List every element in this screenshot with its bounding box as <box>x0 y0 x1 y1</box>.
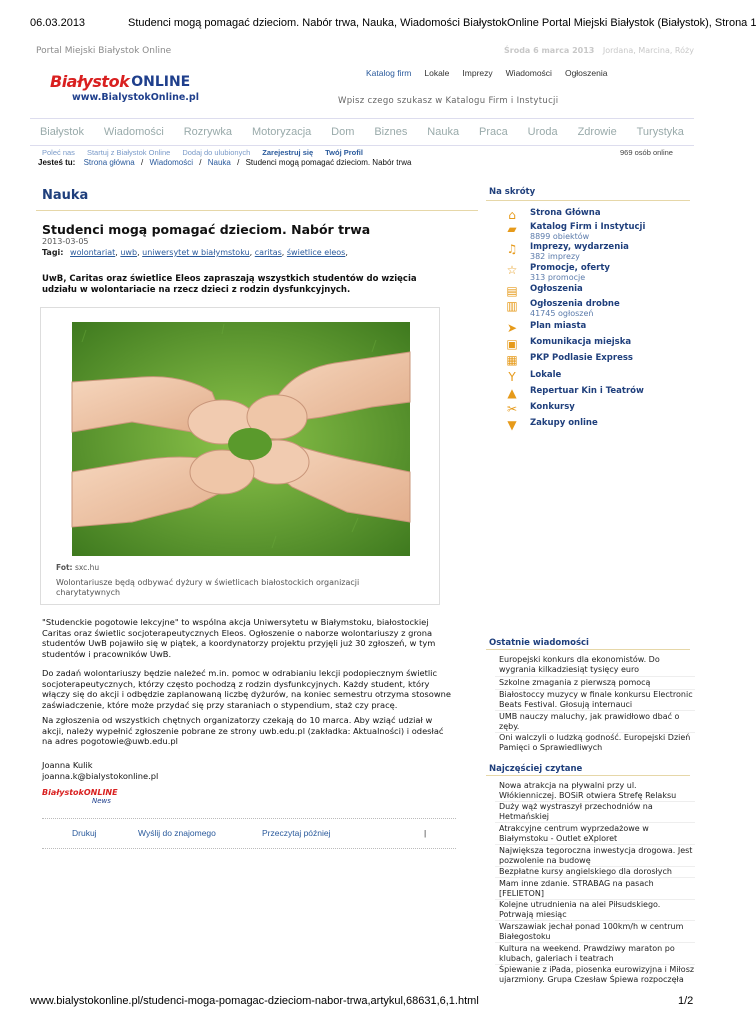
popular-separator <box>495 877 695 878</box>
train-icon: ▦ <box>506 353 518 367</box>
nav-automotive[interactable]: Motoryzacja <box>251 126 312 138</box>
article-paragraph-1: "Studenckie pogotowie lekcyjne" to wspólna akcja Uniwersytetu w Białymstoku, białostockiej Caritas oraz świetlic socjoterapeutycznych Eleos. Ogłoszenie o naborze wolontariuszy z grona studentów UwB pojawiło się w piątek, a koordynatorzy projektu przyjęli już 30 zgłoszeń, w tym studentów i pracowników UwB. <box>42 617 436 659</box>
popular-item[interactable]: Kolejne utrudnienia na alei Piłsudskiego. Potrwają miesiąc <box>499 900 661 919</box>
nav-news[interactable]: Wiadomości <box>103 126 164 138</box>
print-url: www.bialystokonline.pl/studenci-moga-pomagac-dzieciom-nabor-trwa,artykul,68631,6,1.html <box>30 995 479 1007</box>
shortcut-label: Imprezy, wydarzenia <box>530 242 629 252</box>
shortcut-transport[interactable] <box>504 337 631 351</box>
latest-item[interactable]: Europejski konkurs dla ekonomistów. Do wygrania kilkadziesiąt tysięcy euro <box>499 655 660 674</box>
photo-source: sxc.hu <box>74 563 100 572</box>
print-page: 1/2 <box>678 995 694 1007</box>
nav-business[interactable]: Biznes <box>374 126 408 138</box>
top-link-news[interactable]: Wiadomości <box>505 68 552 78</box>
article-actions <box>72 828 442 840</box>
tag-link[interactable]: caritas <box>254 248 282 257</box>
print-title: Studenci mogą pomagać dzieciom. Nabór trwa, Nauka, Wiadomości BiałystokOnline Portal Miejski Białystok (Białystok), Strona 1 <box>128 17 756 29</box>
nav-beauty[interactable]: Uroda <box>527 126 558 138</box>
actions-bottom-rule <box>42 848 456 849</box>
shortcut-small-ads[interactable] <box>504 299 620 318</box>
utility-links <box>42 148 363 157</box>
shortcut-shopping[interactable] <box>504 418 598 432</box>
search-hint[interactable]: Wpisz czego szukasz w Katalogu Firm i Instytucji <box>338 96 559 106</box>
article-paragraph-3: Na zgłoszenia od wszystkich chętnych organizatorzy czekają do 10 marca. Aby wziąć udział w akcji, należy wypełnić zgłoszenie pobrane ze strony uwb.edu.pl (zakładka: Aktualności) i odesłać na adres pogotowie@uwb.edu.pl <box>42 715 444 746</box>
shortcut-catalog[interactable] <box>504 222 645 241</box>
logo-online: ONLINE <box>131 73 191 90</box>
arrow-icon: ➤ <box>506 321 518 335</box>
shortcuts-title: Na skróty <box>489 187 536 197</box>
shortcut-count: 382 imprezy <box>530 252 580 261</box>
shortcut-contests[interactable] <box>504 402 575 416</box>
breadcrumb-news[interactable]: Wiadomości <box>149 158 194 167</box>
shortcut-label: Strona Główna <box>530 208 601 218</box>
shortcut-ads[interactable] <box>504 284 583 298</box>
article-paragraph-2: Do zadań wolontariuszy będzie należeć m.in. pomoc w odrabianiu lekcji podopiecznym świetlic socjoterapeutycznych, którzy często pochodzą z rodzin dysfunkcyjnych. Każdy student, który włączy się do akcji i odbędzie zaplanowaną liczbę dyżurów, na koniec semestru otrzyma stosowne zaświadczenie, które może przydać się przy staraniach o stypendium, staż czy pracę. <box>42 668 451 710</box>
breadcrumb-current: Studenci mogą pomagać dzieciom. Nabór trwa <box>245 158 412 167</box>
print-date: 06.03.2013 <box>30 17 86 29</box>
logo-wordmark <box>50 72 240 91</box>
breadcrumb <box>38 158 411 167</box>
nav-health[interactable]: Zdrowie <box>577 126 617 138</box>
shortcut-count: 313 promocje <box>530 273 586 282</box>
article-title: Studenci mogą pomagać dzieciom. Nabór trwa <box>42 222 371 237</box>
latest-divider <box>486 649 690 650</box>
shortcut-events[interactable] <box>504 242 629 261</box>
popular-item[interactable]: Nowa atrakcja na pływalni przy ul. Włókienniczej. BOSiR otwiera Strefę Relaksu <box>499 781 677 800</box>
board-icon: ▤ <box>506 284 518 298</box>
section-divider <box>36 210 478 211</box>
shortcut-count: 8899 obiektów <box>530 232 590 241</box>
breadcrumb-sep-2: / <box>199 158 202 167</box>
author-name: Joanna Kulik <box>42 760 93 770</box>
latest-separator <box>495 710 695 711</box>
shortcut-cinema[interactable] <box>504 386 644 400</box>
actions-top-rule <box>42 818 456 819</box>
folder-icon: ▰ <box>507 222 517 236</box>
theater-icon: ▲ <box>507 386 517 400</box>
shortcut-label: Promocje, oferty <box>530 263 610 273</box>
shortcut-label: Katalog Firm i Instytucji <box>530 222 646 232</box>
top-link-ads[interactable]: Ogłoszenia <box>564 68 608 78</box>
popular-item[interactable]: Bezpłatne kursy angielskiego dla dorosłych <box>499 867 672 876</box>
shortcut-venues[interactable] <box>504 370 561 384</box>
latest-item[interactable]: Białostoccy muzycy w finale konkursu Electronic Beats Festival. Głosują internauci <box>499 690 693 709</box>
article-tags: Tagi: wolontariat, uwb, uniwersytet w białymstoku, caritas, świetlice eleos, <box>42 248 348 257</box>
profile-link[interactable]: Twój Profil <box>325 148 363 157</box>
tags-label: Tagi: <box>42 248 64 257</box>
popular-item[interactable]: Największa tegoroczna inwestycja drogowa. Jest pozwolenie na budowę <box>499 846 693 865</box>
shortcut-label: Ogłoszenia drobne <box>530 299 620 309</box>
popular-separator <box>495 942 695 943</box>
shortcut-label: PKP Podlasie Express <box>530 353 633 363</box>
favorites-link[interactable]: Dodaj do ulubionych <box>182 148 251 157</box>
shortcut-map[interactable] <box>504 321 586 335</box>
bus-icon: ▣ <box>506 337 518 351</box>
popular-separator <box>495 920 695 921</box>
photo-credit <box>56 563 99 572</box>
shortcut-label: Plan miasta <box>530 321 587 331</box>
home-icon: ⌂ <box>508 208 516 222</box>
nav-home[interactable]: Dom <box>331 126 355 138</box>
print-button[interactable]: Drukuj <box>72 828 97 838</box>
photo-box <box>40 307 440 605</box>
shortcut-label: Komunikacja miejska <box>530 337 632 347</box>
article-lead: UwB, Caritas oraz świetlice Eleos zapraszają wszystkich studentów do wzięcia udziału w wolontariacie na rzecz dzieci z rodzin dysfunkcyjnych. <box>42 274 417 295</box>
cocktail-icon: Y <box>508 370 516 384</box>
top-link-catalog[interactable]: Katalog firm <box>366 68 412 78</box>
shortcut-label: Konkursy <box>530 402 575 412</box>
nav-bialystok[interactable]: Białystok <box>39 126 84 138</box>
latest-item[interactable]: UMB nauczy maluchy, jak prawidłowo dbać o zęby. <box>499 712 680 731</box>
logo-top: Białystok <box>50 72 130 91</box>
notepad-icon: ▥ <box>506 299 518 313</box>
tag-link[interactable]: uwb <box>120 248 138 257</box>
send-to-friend-button[interactable]: Wyślij do znajomego <box>138 828 216 838</box>
nav-tourism[interactable]: Turystyka <box>636 126 684 138</box>
recommend-link[interactable]: Poleć nas <box>42 148 75 157</box>
news-logo-sub: News <box>92 797 111 805</box>
shortcut-count: 41745 ogłoszeń <box>530 309 594 318</box>
nav-science[interactable]: Nauka <box>427 126 460 138</box>
music-icon: ♫ <box>506 242 518 256</box>
nav-jobs[interactable]: Praca <box>479 126 508 138</box>
popular-item[interactable]: Kultura na weekend. Prawdziwy maraton po klubach, galeriach i teatrach <box>499 944 675 963</box>
article-date: 2013-03-05 <box>42 237 89 246</box>
hands-photo-image <box>72 322 410 556</box>
shortcut-label: Repertuar Kin i Teatrów <box>530 386 644 396</box>
read-later-button[interactable]: Przeczytaj później <box>262 828 331 838</box>
popular-item[interactable]: Duży wąż wystraszył przechodniów na Hetmańskiej <box>499 802 653 821</box>
photo-credit-label: Fot: <box>56 563 73 572</box>
shortcut-label: Lokale <box>530 370 562 380</box>
latest-item[interactable]: Oni walczyli o ludzką godność. Europejski Dzień Pamięci o Sprawiedliwych <box>499 733 691 752</box>
site-name: Portal Miejski Białystok Online <box>36 46 172 56</box>
register-link[interactable]: Zarejestruj się <box>262 148 314 157</box>
tag-link[interactable]: świetlice eleos <box>286 248 346 257</box>
latest-separator <box>495 676 695 677</box>
shortcut-label: Zakupy online <box>530 418 598 428</box>
top-link-venues[interactable]: Lokale <box>424 68 450 78</box>
popular-item[interactable]: Mam inne zdanie. STRABAG na pasach [FELIETON] <box>499 879 654 898</box>
shortcut-train[interactable] <box>504 353 633 367</box>
logo-url: www.BialystokOnline.pl <box>72 92 199 103</box>
nav-entertainment[interactable]: Rozrywka <box>183 126 233 138</box>
popular-separator <box>495 822 695 823</box>
star-icon: ☆ <box>506 263 518 277</box>
shortcuts-divider <box>486 200 690 201</box>
breadcrumb-sep-3: / <box>237 158 240 167</box>
breadcrumb-home[interactable]: Strona główna <box>83 158 135 167</box>
news-logo-top: BiałystokONLINE <box>42 788 118 797</box>
main-nav <box>30 118 694 146</box>
current-date <box>504 46 694 55</box>
latest-item[interactable]: Szkolne zmagania z pierwszą pomocą <box>499 678 651 687</box>
top-link-events[interactable]: Imprezy <box>462 68 493 78</box>
section-title: Nauka <box>42 188 89 203</box>
scissors-icon: ✂ <box>506 402 518 416</box>
cart-icon: ▼ <box>507 418 517 432</box>
popular-separator <box>495 844 695 845</box>
latest-title: Ostatnie wiadomości <box>489 638 589 648</box>
popular-title: Najczęściej czytane <box>489 764 583 774</box>
actions-separator: | <box>424 828 427 838</box>
popular-divider <box>486 775 690 776</box>
news-logo <box>42 788 118 805</box>
shortcut-home[interactable] <box>504 208 601 222</box>
photo-caption: Wolontariusze będą odbywać dyżury w świetlicach białostockich organizacji charytatywnych <box>56 578 360 597</box>
breadcrumb-sep-1: / <box>140 158 144 167</box>
tag-link[interactable]: uniwersytet w białymstoku <box>142 248 250 257</box>
top-links <box>366 68 607 78</box>
breadcrumb-science[interactable]: Nauka <box>207 158 231 167</box>
tag-link[interactable]: wolontariat <box>70 248 116 257</box>
homepage-link[interactable]: Startuj z Białystok Online <box>86 148 171 157</box>
breadcrumb-label: Jesteś tu: <box>38 158 76 167</box>
popular-item[interactable]: Atrakcyjne centrum wyprzedażowe w Białymstoku - Outlet eXploret <box>499 824 649 843</box>
date-label: Środa 6 marca 2013 <box>504 46 595 55</box>
author-email[interactable]: joanna.k@bialystokonline.pl <box>42 771 159 781</box>
shortcut-label: Ogłoszenia <box>530 284 583 294</box>
site-logo[interactable] <box>50 72 240 112</box>
popular-item[interactable]: Warszawiak jechał ponad 100km/h w centrum Białegostoku <box>499 922 684 941</box>
popular-item[interactable]: Śpiewanie z iPada, piosenka eurowizyjna i Miłosz ujarzmiony. Grupa Czesław Śpiewa rozpoczęła <box>499 965 695 984</box>
article-photo <box>72 322 410 556</box>
shortcut-promotions[interactable] <box>504 263 610 282</box>
online-count: 969 osób online <box>620 148 673 157</box>
name-days: Jordana, Marcina, Róży <box>602 46 694 55</box>
